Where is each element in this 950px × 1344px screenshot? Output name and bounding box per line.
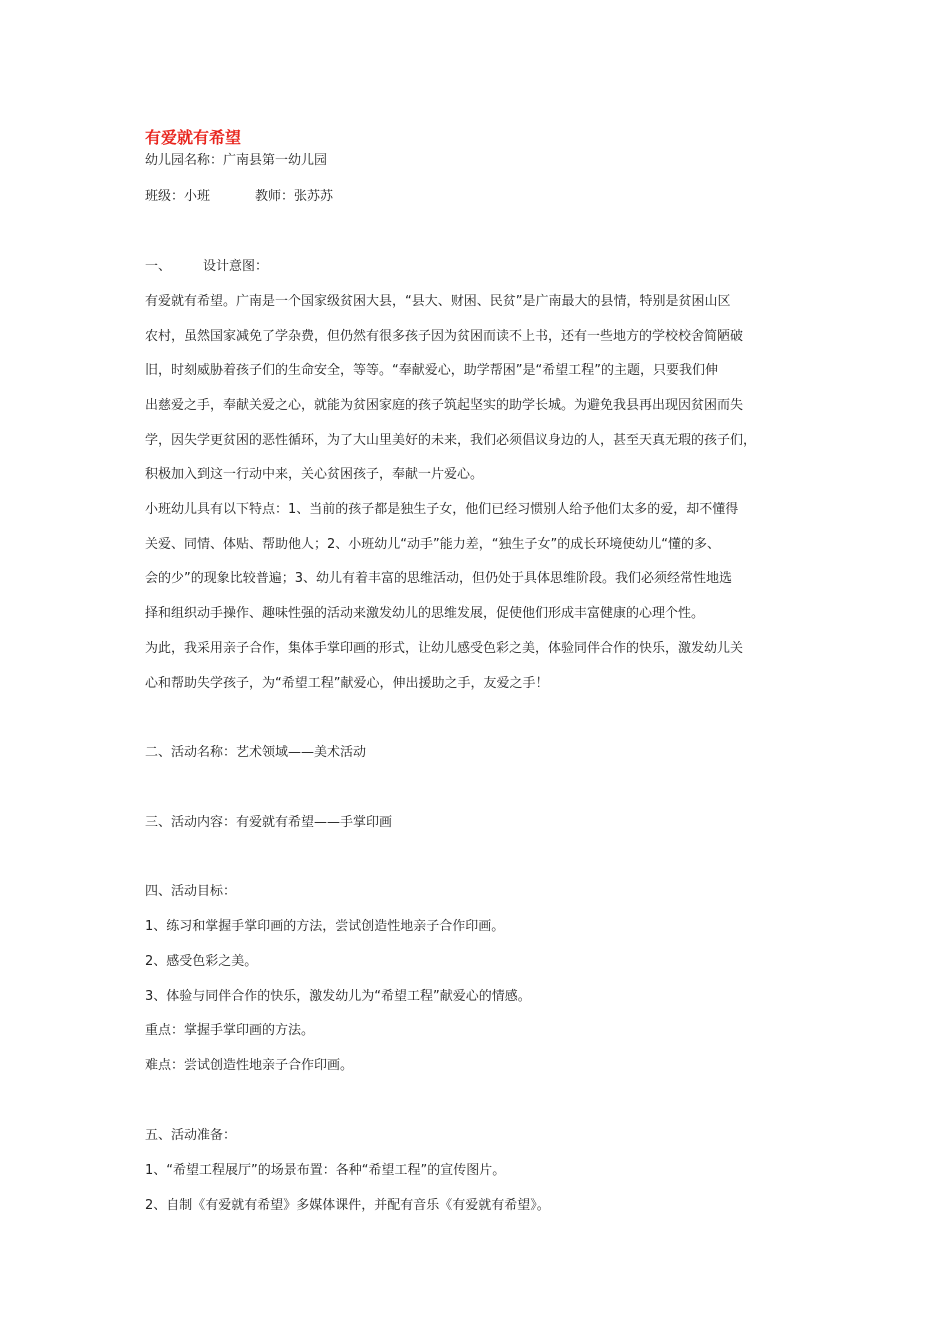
intent-paragraph-line: 学，因失学更贫困的恶性循环，为了大山里美好的未来，我们必须倡议身边的人，甚至天真无瑕的孩子们， bbox=[145, 433, 757, 448]
goal-item: 3、体验与同伴合作的快乐，激发幼儿为“希望工程”献爱心的情感。 bbox=[145, 989, 531, 1004]
intent-paragraph-line: 旧，时刻威胁着孩子们的生命安全，等等。“奉献爱心，助学帮困”是“希望工程”的主题，只要我们伸 bbox=[145, 363, 718, 378]
goal-item: 2、感受色彩之美。 bbox=[145, 954, 258, 969]
kindergarten-name: 幼儿园名称：广南县第一幼儿园 bbox=[145, 153, 328, 168]
traits-paragraph-line: 小班幼儿具有以下特点：1、当前的孩子都是独生子女，他们已经习惯别人给予他们太多的爱，却不懂得 bbox=[145, 502, 739, 517]
section1-title: 设计意图： bbox=[203, 259, 269, 274]
section4-heading: 四、活动目标： bbox=[145, 884, 237, 899]
prep-item: 1、“希望工程展厅”的场景布置：各种“希望工程”的宣传图片。 bbox=[145, 1163, 506, 1178]
prep-item: 2、自制《有爱就有希望》多媒体课件，并配有音乐《有爱就有希望》。 bbox=[145, 1198, 550, 1213]
class-label: 班级：小班 bbox=[145, 189, 211, 204]
section2-activity-name: 二、活动名称：艺术领域——美术活动 bbox=[145, 745, 367, 760]
purpose-paragraph-line: 心和帮助失学孩子，为“希望工程”献爱心，伸出援助之手，友爱之手！ bbox=[145, 676, 549, 691]
section1-number: 一、 bbox=[145, 259, 172, 274]
section3-activity-content: 三、活动内容：有爱就有希望——手掌印画 bbox=[145, 815, 393, 830]
key-point: 重点：掌握手掌印画的方法。 bbox=[145, 1023, 315, 1038]
document-title: 有爱就有希望 bbox=[145, 128, 242, 147]
intent-paragraph-line: 积极加入到这一行动中来，关心贫困孩子，奉献一片爱心。 bbox=[145, 467, 484, 482]
section1-heading bbox=[145, 259, 268, 275]
intent-paragraph-line: 农村，虽然国家减免了学杂费，但仍然有很多孩子因为贫困而读不上书，还有一些地方的学校校舍简陋破 bbox=[145, 329, 744, 344]
intent-paragraph-line: 有爱就有希望。广南是一个国家级贫困大县，“县大、财困、民贫”是广南最大的县情，特别是贫困山区 bbox=[145, 294, 731, 309]
section5-heading: 五、活动准备： bbox=[145, 1128, 237, 1143]
goal-item: 1、练习和掌握手掌印画的方法，尝试创造性地亲子合作印画。 bbox=[145, 919, 505, 934]
class-teacher-line bbox=[145, 189, 333, 205]
traits-paragraph-line: 会的少”的现象比较普遍；3、幼儿有着丰富的思维活动，但仍处于具体思维阶段。我们必须经常性地选 bbox=[145, 571, 733, 586]
difficult-point: 难点：尝试创造性地亲子合作印画。 bbox=[145, 1058, 354, 1073]
purpose-paragraph-line: 为此，我采用亲子合作，集体手掌印画的形式，让幼儿感受色彩之美，体验同伴合作的快乐，激发幼儿关 bbox=[145, 641, 744, 656]
intent-paragraph-line: 出慈爱之手，奉献关爱之心，就能为贫困家庭的孩子筑起坚实的助学长城。为避免我县再出现因贫困而失 bbox=[145, 398, 744, 413]
teacher-label: 教师：张苏苏 bbox=[255, 189, 334, 204]
traits-paragraph-line: 关爱、同情、体贴、帮助他人；2、小班幼儿“动手”能力差，“独生子女”的成长环境使幼儿“懂的多、 bbox=[145, 537, 720, 552]
traits-paragraph-line: 择和组织动手操作、趣味性强的活动来激发幼儿的思维发展，促使他们形成丰富健康的心理个性。 bbox=[145, 606, 705, 621]
